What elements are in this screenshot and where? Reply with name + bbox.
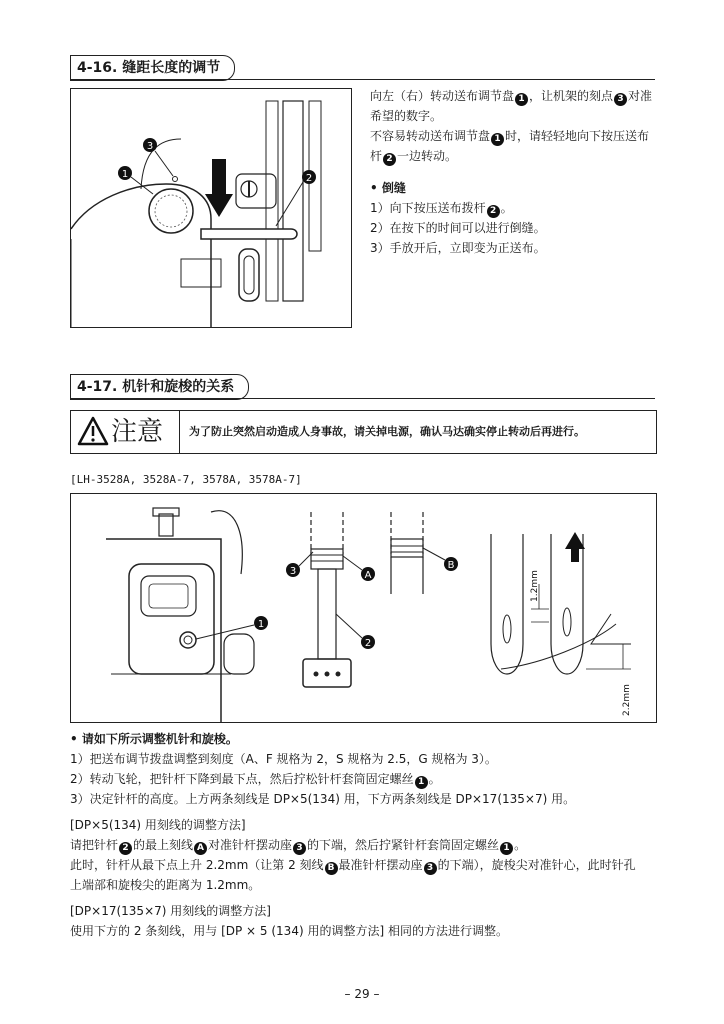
stitch-length-illustration bbox=[71, 89, 351, 327]
dp17-text: 使用下方的 2 条刻线，用与 [DP × 5 (134) 用的调整方法] 相同的方法进行调整。 bbox=[70, 924, 508, 938]
para-1: 向左（右）转动送布调节盘 1 ，让机架的刻点 3 对准希望的数字。 bbox=[370, 89, 653, 123]
reverse-title: • 倒缝 bbox=[370, 181, 406, 195]
dp5-title: [DP×5(134) 用刻线的调整方法] bbox=[70, 818, 246, 832]
marker-1-fig2: 1 bbox=[257, 619, 265, 630]
stitch-length-figure bbox=[70, 88, 352, 328]
marker-2-fig2: 2 bbox=[364, 638, 372, 649]
needle-hook-illustration bbox=[71, 494, 656, 722]
adjust-step-1: 1）把送布调节拨盘调整到刻度（A、F 规格为 2，S 规格为 2.5，G 规格为 3）。 bbox=[70, 752, 497, 766]
label-1-2mm: 1.2mm bbox=[530, 570, 540, 602]
dp5-line-1: 请把针杆 2 的最上刻线 A 对准针杆摆动座 3 的下端，然后拧紧针杆套筒固定螺丝 1 。 bbox=[70, 838, 527, 853]
section-rule-1 bbox=[70, 79, 655, 80]
label-2-2mm: 2.2mm bbox=[622, 684, 632, 716]
reverse-step-2: 2）在按下的时间可以进行倒缝。 bbox=[370, 221, 546, 235]
marker-b: B bbox=[447, 560, 455, 571]
page-number: – 29 – bbox=[344, 987, 380, 1001]
section-rule-2 bbox=[70, 398, 655, 399]
reverse-step-3: 3）手放开后，立即变为正送布。 bbox=[370, 241, 546, 255]
section-title-4-17: 4-17. 机针和旋梭的关系 bbox=[70, 374, 249, 400]
caution-label: 注意 bbox=[111, 417, 164, 447]
dp17-title: [DP×17(135×7) 用刻线的调整方法] bbox=[70, 904, 271, 918]
adjust-step-3: 3）决定针杆的高度。上方两条刻线是 DP×5(134) 用，下方两条刻线是 DP×17(135×7) 用。 bbox=[70, 792, 576, 806]
reverse-step-1: 1）向下按压送布拨杆 2 。 bbox=[370, 201, 513, 216]
caution-box bbox=[70, 410, 657, 454]
section1-text bbox=[370, 86, 655, 258]
caution-text: 为了防止突然启动造成人身事故，请关掉电源，确认马达确实停止转动后再进行。 bbox=[189, 425, 585, 438]
para-2: 不容易转动送布调节盘 1 时，请轻轻地向下按压送布杆 2 一边转动。 bbox=[370, 129, 650, 164]
marker-1: 1 bbox=[121, 169, 129, 180]
marker-3-fig2: 3 bbox=[289, 566, 297, 577]
warning-icon bbox=[77, 416, 109, 446]
marker-2: 2 bbox=[305, 173, 313, 184]
adjust-intro: • 请如下所示调整机针和旋梭。 bbox=[70, 732, 238, 746]
dp5-line-3: 上端部和旋梭尖的距离为 1.2mm。 bbox=[70, 878, 261, 892]
caution-label-box bbox=[71, 411, 180, 453]
adjust-step-2: 2）转动飞轮，把针杆下降到最下点，然后拧松针杆套筒固定螺丝 1 。 bbox=[70, 772, 441, 787]
model-line: [LH-3528A, 3528A-7, 3578A, 3578A-7] bbox=[70, 473, 302, 486]
marker-3: 3 bbox=[146, 141, 154, 152]
section-title-4-16: 4-16. 缝距长度的调节 bbox=[70, 55, 235, 81]
needle-hook-figure bbox=[70, 493, 657, 723]
marker-a: A bbox=[364, 570, 372, 581]
dp5-line-2: 此时，针杆从最下点上升 2.2mm（让第 2 刻线 B 最准针杆摆动座 3 的下端），旋梭尖对准针心，此时针孔 bbox=[70, 858, 636, 873]
section2-text bbox=[70, 729, 660, 941]
